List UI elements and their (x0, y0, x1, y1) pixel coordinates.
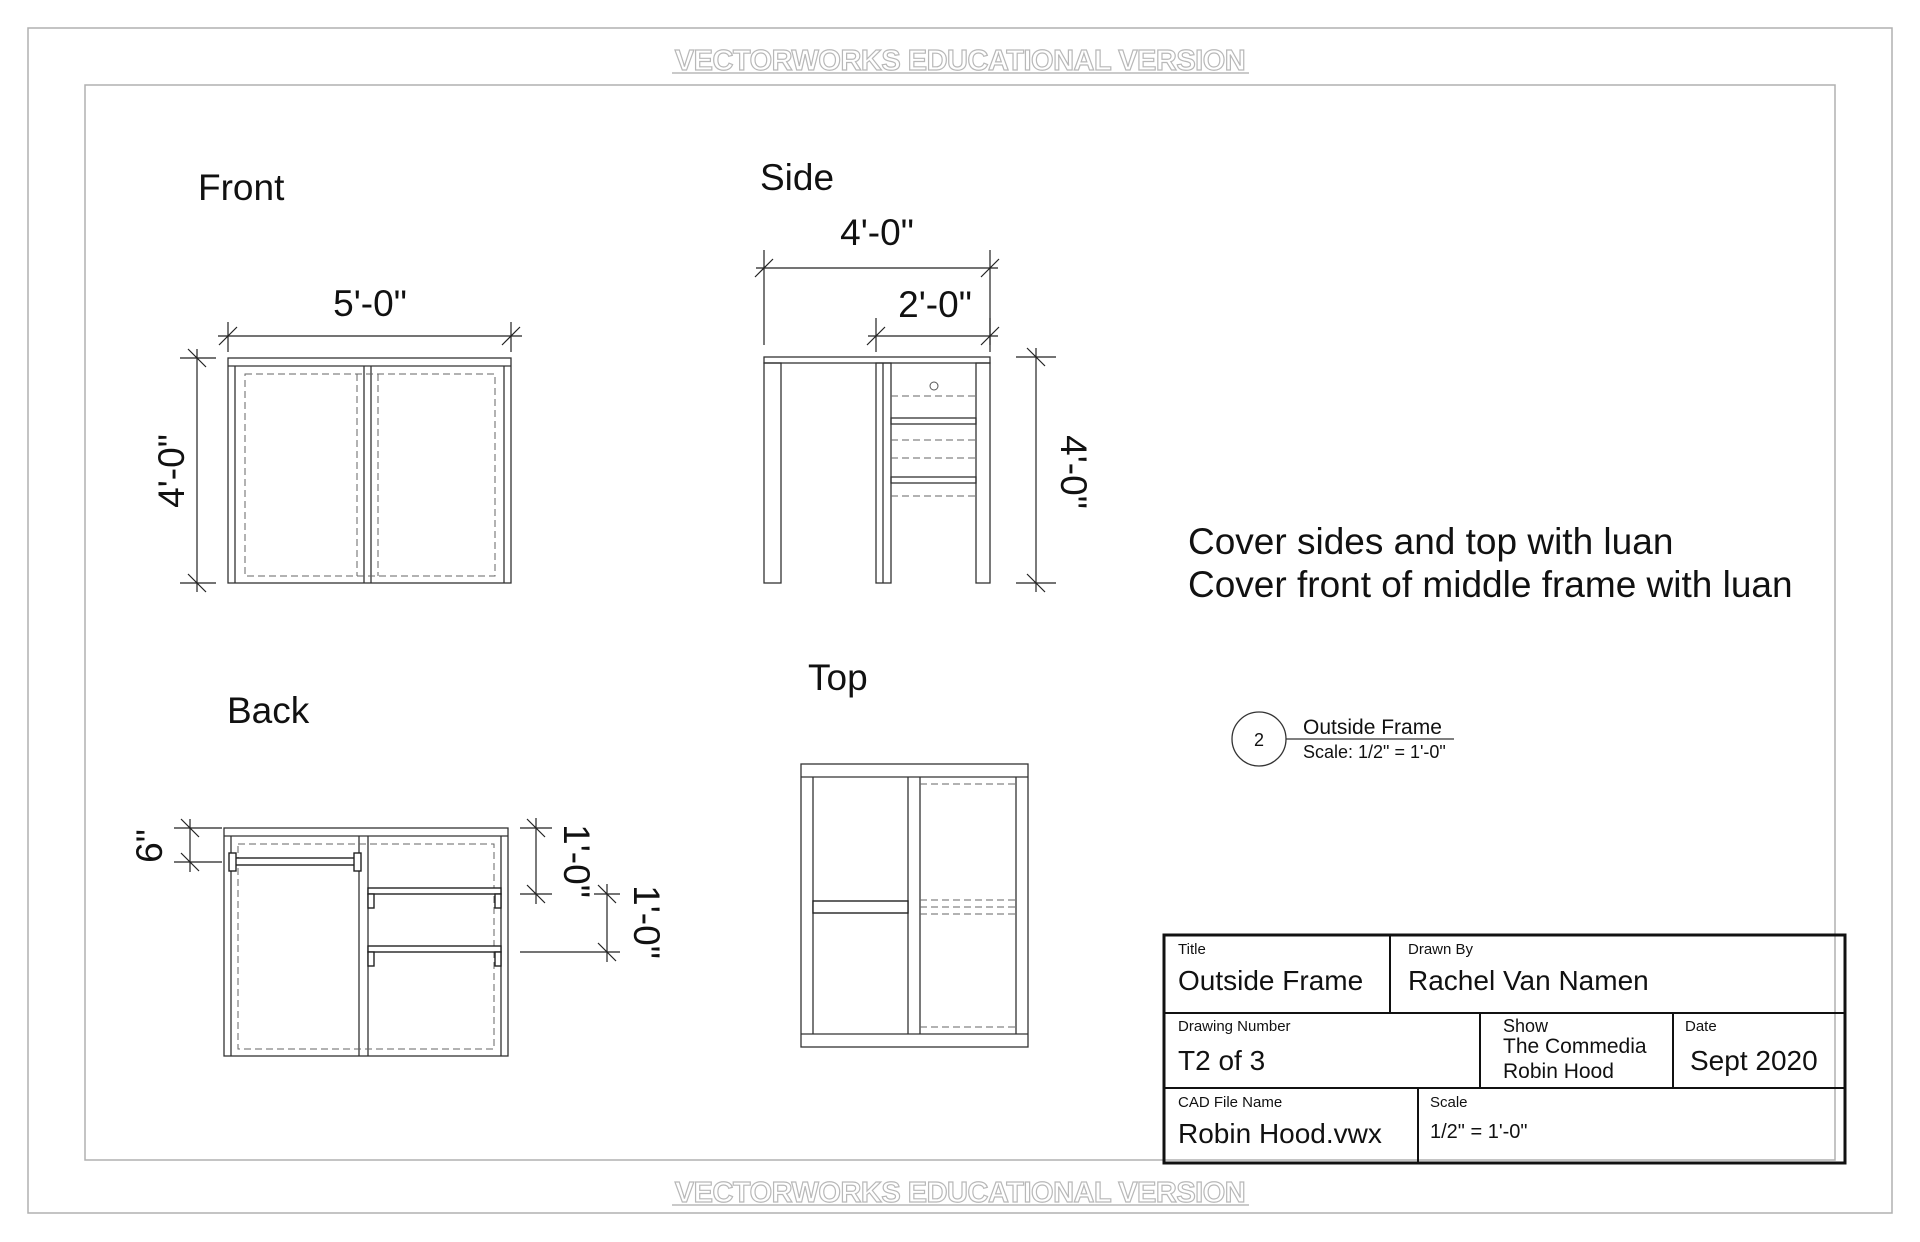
note-line-2: Cover front of middle frame with luan (1188, 564, 1793, 605)
callout-number: 2 (1253, 730, 1265, 750)
tb-drawnby-label: Drawn By (1408, 941, 1474, 958)
front-height-dim: 4'-0" (151, 434, 192, 508)
tb-date-value: Sept 2020 (1690, 1045, 1818, 1076)
side-height-dim: 4'-0" (1053, 435, 1094, 509)
back-block-left (229, 853, 236, 871)
side-view (755, 157, 1094, 592)
side-depth-dim: 2'-0" (898, 284, 972, 325)
tb-scale-value: 1/2" = 1'-0" (1430, 1121, 1528, 1143)
back-shelf-2 (368, 946, 501, 952)
tb-scale-label: Scale (1430, 1094, 1468, 1111)
tb-title-value: Outside Frame (1178, 965, 1364, 996)
tb-drawingnum-value: T2 of 3 (1178, 1045, 1266, 1076)
back-block-mid (354, 853, 361, 871)
front-view-label: Front (198, 167, 285, 208)
back-6in-dim: 6" (129, 829, 170, 863)
side-back-leg (976, 363, 990, 583)
side-overall-dim: 4'-0" (840, 212, 914, 253)
watermark-bottom: VECTORWORKS EDUCATIONAL VERSION (674, 1177, 1246, 1209)
callout-scale: Scale: 1/2" = 1'-0" (1303, 742, 1446, 762)
front-view (151, 167, 522, 592)
tb-show-line2: Robin Hood (1503, 1060, 1614, 1083)
back-shelf1-block-left (368, 894, 374, 908)
tb-cadfile-value: Robin Hood.vwx (1178, 1118, 1382, 1149)
back-shelf2-block-left (368, 952, 374, 966)
side-shelf-1 (891, 418, 976, 424)
tb-drawingnum-label: Drawing Number (1178, 1018, 1291, 1035)
title-block (1164, 935, 1845, 1163)
top-view-label: Top (808, 657, 868, 698)
back-view (129, 690, 667, 1056)
side-view-label: Side (760, 157, 835, 198)
front-frame-outline (228, 358, 511, 583)
back-view-label: Back (227, 690, 310, 731)
side-hardware-circle (930, 382, 938, 390)
top-cross-member (813, 901, 908, 913)
side-top-rail (764, 357, 990, 363)
back-shelf2-block-right (495, 952, 501, 966)
tb-show-line1: The Commedia (1503, 1035, 1647, 1058)
detail-callout (1232, 712, 1454, 766)
back-top-rail-6in (231, 858, 359, 865)
tb-cadfile-label: CAD File Name (1178, 1094, 1283, 1111)
front-hidden-frame (245, 374, 495, 576)
callout-title: Outside Frame (1303, 716, 1442, 739)
side-shelf-2 (891, 477, 976, 483)
tb-title-label: Title (1178, 941, 1206, 958)
drawing-border (85, 85, 1835, 1160)
back-shelf2-dim: 1'-0" (626, 885, 667, 959)
note-line-1: Cover sides and top with luan (1188, 521, 1674, 562)
side-front-leg (764, 363, 781, 583)
back-shelf-1 (368, 888, 501, 894)
tb-date-label: Date (1685, 1018, 1717, 1035)
front-width-dim: 5'-0" (333, 283, 407, 324)
top-view (801, 657, 1028, 1047)
watermark-top: VECTORWORKS EDUCATIONAL VERSION (674, 45, 1246, 77)
tb-drawnby-value: Rachel Van Namen (1408, 965, 1649, 996)
tb-show-label: Show (1503, 1016, 1549, 1036)
back-shelf1-dim: 1'-0" (556, 824, 597, 898)
back-shelf1-block-right (495, 894, 501, 908)
